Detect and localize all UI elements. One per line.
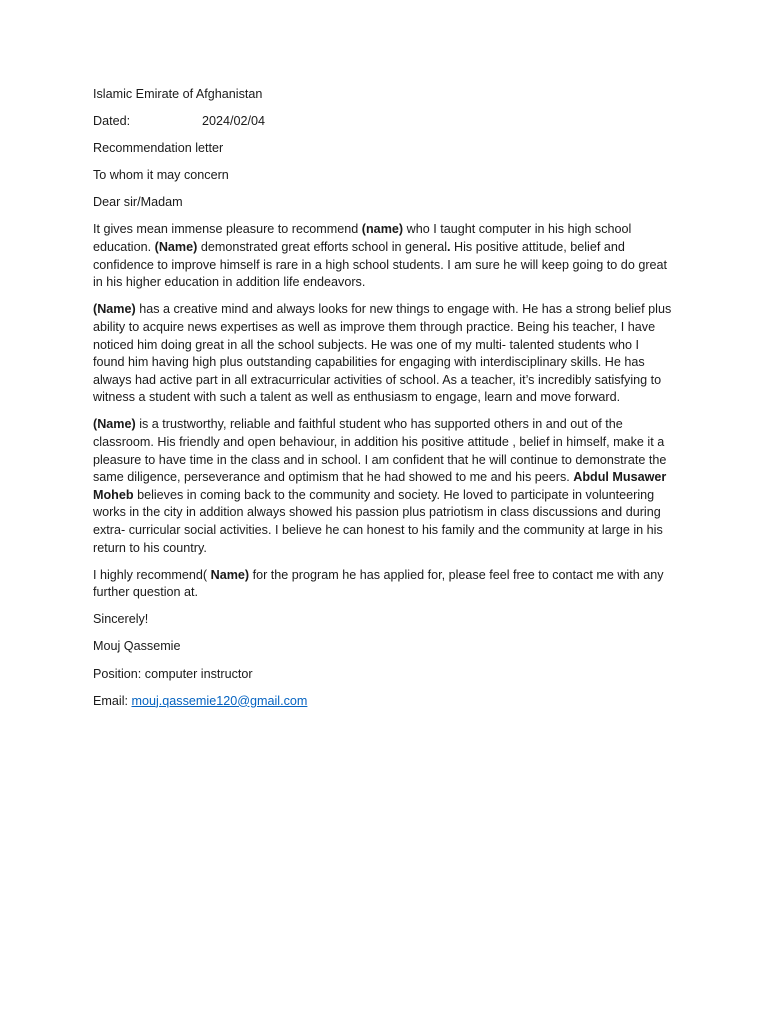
paragraph-1-period: . <box>447 240 451 255</box>
recommendation-letter <box>93 86 673 720</box>
signoff: Sincerely! <box>93 612 149 627</box>
date-line <box>93 113 673 131</box>
salutation: Dear sir/Madam <box>93 195 183 210</box>
dated-label: Dated: <box>93 114 131 129</box>
country-line: Islamic Emirate of Afghanistan <box>93 87 263 101</box>
name-placeholder: (Name) <box>154 240 198 255</box>
paragraph-4 <box>93 567 673 602</box>
to-whom-line: To whom it may concern <box>93 168 229 183</box>
name-placeholder: (Name) <box>93 417 136 432</box>
paragraph-3 <box>93 416 673 557</box>
paragraph-2 <box>93 301 673 407</box>
email-link[interactable]: mouj.qassemie120@gmail.com <box>131 693 308 708</box>
paragraph-4-text-2: for the program he has applied for, please feel free to contact me with any further question at. <box>93 567 664 600</box>
email-label: Email: <box>93 693 132 708</box>
paragraph-4-text-1: I highly recommend( <box>93 567 211 582</box>
name-placeholder: Name) <box>210 567 250 582</box>
subject-line: Recommendation letter <box>93 141 224 156</box>
signer-name: Mouj Qassemie <box>93 639 181 654</box>
paragraph-1-text-1: It gives mean immense pleasure to recommend <box>93 222 362 237</box>
student-name: Abdul Musawer Moheb <box>93 470 667 502</box>
email-line <box>93 693 673 711</box>
name-placeholder: (name) <box>361 222 404 237</box>
paragraph-1-text-2: who I taught computer in his high school education. <box>93 222 632 255</box>
paragraph-2-text: has a creative mind and always looks for new things to engage with. He has a strong belief plus ability to acquire news expertises as well as improve them through practice. Being his teacher, I have noticed him doing great in all the school subjects. He was one of my multi- talented students who I found him having high plus outstanding capabilities for engaging with interdisciplinary skills. He has always had active part in all extracurricular activities of school. As a teacher, it’s incredibly satisfying to witness a student with such a talent as well as enthusiasm to engage, learn and move forward. <box>93 302 672 405</box>
paragraph-1 <box>93 221 673 291</box>
paragraph-3-text-2: believes in coming back to the community and society. He loved to participate in volunteering works in the city in addition always showed his passion plus patriotism in class discussions and during extra- curricular social activities. I believe he can honest to his family and the community at large in his return to his country. <box>93 487 663 555</box>
dated-value: 2024/02/04 <box>202 114 266 129</box>
paragraph-1-text-4: His positive attitude, belief and confidence to improve himself is rare in a high school students. I am sure he will keep going to do great in his higher education in addition life endeavors. <box>93 240 668 290</box>
signer-position: Position: computer instructor <box>93 666 253 681</box>
paragraph-3-text-1: is a trustworthy, reliable and faithful student who has supported others in and out of the classroom. His friendly and open behaviour, in addition his positive attitude , belief in himself, make it a pleasure to have time in the class and in school. I am confident that he will continue to demonstrate the same diligence, perseverance and optimism that he had showed to me and his peers. <box>93 417 667 485</box>
paragraph-1-text-3: demonstrated great efforts school in general <box>197 240 448 255</box>
name-placeholder: (Name) <box>93 302 136 317</box>
